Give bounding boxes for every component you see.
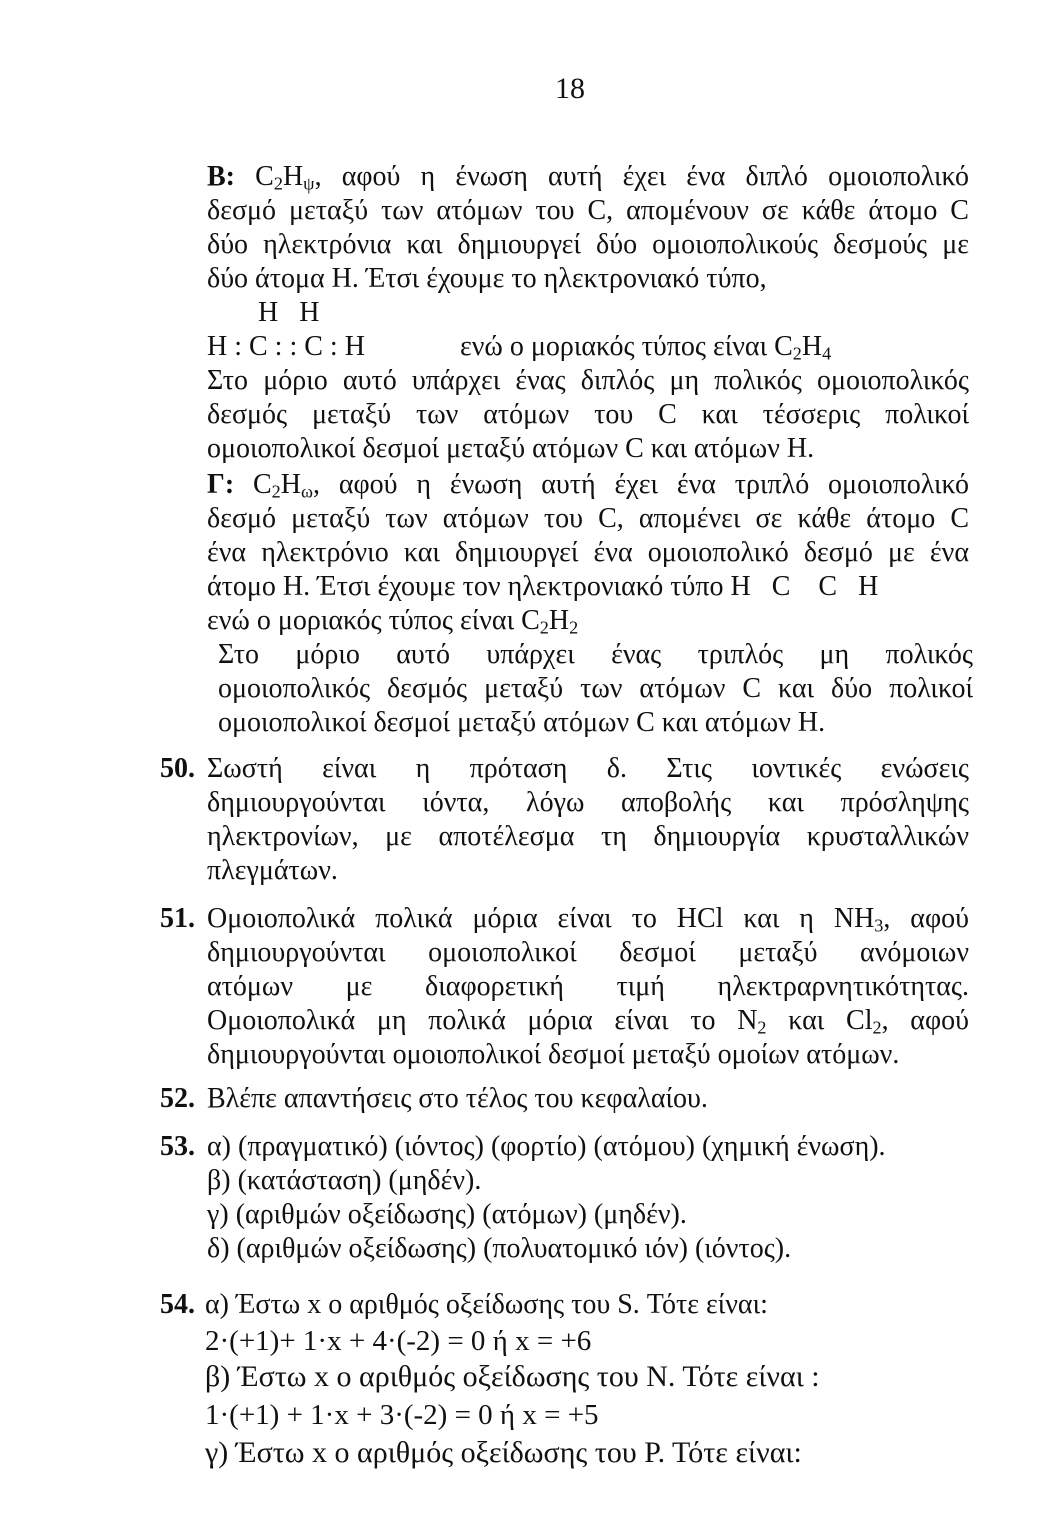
section-g-line-4	[207, 570, 878, 604]
section-b-line-4: δύο άτομα Η. Έτσι έχουμε το ηλεκτρονιακό τύπο,	[207, 263, 767, 294]
q51-line-3: ατόμων με διαφορετική τιμή ηλεκτραρνητικότητας.	[207, 971, 969, 1002]
lewis-structure-top: H H	[258, 297, 320, 328]
subscript: ω	[301, 481, 313, 502]
text: ενώ ο μοριακός τύπος είναι C	[460, 331, 793, 362]
question-number-51: 51.	[160, 903, 195, 934]
formula: H	[282, 161, 304, 192]
subscript: 2	[569, 617, 579, 638]
formula: C	[252, 469, 272, 500]
q54-item-c: γ) Έστω x ο αριθμός οξείδωσης του Ρ. Τότε είναι:	[205, 1436, 802, 1469]
q54-equation-a: 2·(+1)+ 1·x + 4·(-2) = 0 ή x = +6	[205, 1325, 592, 1357]
q51-line-2: δημιουργούνται ομοιοπολικοί δεσμοί μεταξύ ανόμοιων	[207, 937, 969, 968]
section-b-line-2: δεσμό μεταξύ των ατόμων του C, απομένουν σε κάθε άτομο C	[207, 195, 969, 226]
section-b-line-7: δεσμός μεταξύ των ατόμων του C και τέσσερις πολικοί	[207, 399, 969, 430]
section-g-label: Γ:	[207, 469, 235, 500]
q51-line-1	[207, 902, 969, 936]
text: , αφού η ένωση αυτή έχει ένα διπλό ομοιοπολικό	[314, 161, 970, 192]
q54-equation-b: 1·(+1) + 1·x + 3·(-2) = 0 ή x = +5	[205, 1399, 599, 1431]
text: , αφού	[883, 903, 969, 934]
q53-item-a: α) (πραγματικό) (ιόντος) (φορτίο) (ατόμου) (χημική ένωση).	[207, 1131, 886, 1162]
q54-item-b: β) Έστω x ο αριθμός οξείδωσης του Ν. Τότε είναι :	[205, 1360, 820, 1393]
text: , αφού	[881, 1005, 969, 1036]
section-b-line-3: δύο ηλεκτρόνια και δημιουργεί δύο ομοιοπολικούς δεσμούς με	[207, 229, 969, 260]
formula: C	[255, 161, 274, 192]
page-number: 18	[555, 72, 585, 105]
section-b-line-1	[207, 160, 969, 194]
section-g-line-1	[207, 468, 969, 502]
section-g-line-6: Στο μόριο αυτό υπάρχει ένας τριπλός μη πολικός	[218, 639, 973, 670]
text: ενώ ο μοριακός τύπος είναι C	[207, 605, 540, 636]
molecular-formula-line	[460, 330, 831, 364]
q50-line-4: πλεγμάτων.	[207, 855, 338, 886]
text: Ομοιοπολικά πολικά μόρια είναι το HCl και η NH	[207, 903, 875, 934]
section-g-line-3: ένα ηλεκτρόνιο και δημιουργεί ένα ομοιοπολικό δεσμό με ένα	[207, 537, 969, 568]
question-number-52: 52.	[160, 1083, 195, 1114]
text: άτομο Η. Έτσι έχουμε τον ηλεκτρονιακό τύπο	[207, 571, 724, 602]
subscript: 2	[539, 617, 549, 638]
q53-item-d: δ) (αριθμών οξείδωσης) (πολυατομικό ιόν) (ιόντος).	[207, 1233, 792, 1264]
section-g-line-2: δεσμό μεταξύ των ατόμων του C, απομένει σε κάθε άτομο C	[207, 503, 969, 534]
electron-formula: H C C H	[730, 571, 879, 602]
text: και Cl	[766, 1005, 873, 1036]
formula: H	[280, 469, 301, 500]
subscript: 4	[822, 343, 832, 364]
formula: H	[548, 605, 570, 636]
text: Ομοιοπολικά μη πολικά μόρια είναι το N	[207, 1005, 758, 1036]
section-g-line-8: ομοιοπολικοί δεσμοί μεταξύ ατόμων C και ατόμων Η.	[218, 707, 826, 738]
question-number-54: 54.	[160, 1289, 195, 1320]
q53-item-c: γ) (αριθμών οξείδωσης) (ατόμων) (μηδέν).	[207, 1199, 687, 1230]
q50-line-1: Σωστή είναι η πρόταση δ. Στις ιοντικές ενώσεις	[207, 753, 969, 784]
q54-item-a: α) Έστω x ο αριθμός οξείδωσης του S. Τότε είναι:	[205, 1289, 768, 1320]
subscript: 2	[271, 481, 281, 502]
subscript: ψ	[303, 173, 315, 194]
subscript: 2	[792, 343, 802, 364]
section-b-line-6: Στο μόριο αυτό υπάρχει ένας διπλός μη πολικός ομοιοπολικός	[207, 365, 969, 396]
section-g-line-7: ομοιοπολικός δεσμός μεταξύ των ατόμων C και δύο πολικοί	[218, 673, 973, 704]
text: , αφού η ένωση αυτή έχει ένα τριπλό ομοιοπολικό	[312, 469, 970, 500]
q51-line-4	[207, 1004, 969, 1038]
q50-line-2: δημιουργούνται ιόντα, λόγω αποβολής και πρόσληψης	[207, 787, 969, 818]
section-b-line-8: ομοιοπολικοί δεσμοί μεταξύ ατόμων C και ατόμων Η.	[207, 433, 815, 464]
formula: H	[801, 331, 823, 362]
q50-line-3: ηλεκτρονίων, με αποτέλεσμα τη δημιουργία κρυσταλλικών	[207, 821, 969, 852]
q52-line-1: Βλέπε απαντήσεις στο τέλος του κεφαλαίου.	[207, 1083, 708, 1114]
question-number-50: 50.	[160, 753, 195, 784]
section-g-line-5	[207, 604, 578, 638]
subscript: 2	[757, 1017, 767, 1038]
subscript: 2	[872, 1017, 882, 1038]
q53-item-b: β) (κατάσταση) (μηδέν).	[207, 1165, 482, 1196]
q51-line-5: δημιουργούνται ομοιοπολικοί δεσμοί μεταξύ ομοίων ατόμων.	[207, 1039, 900, 1070]
section-b-label: Β:	[207, 161, 235, 192]
subscript: 3	[874, 915, 884, 936]
subscript: 2	[273, 173, 283, 194]
question-number-53: 53.	[160, 1131, 195, 1162]
lewis-structure-main: H : C : : C : H	[207, 331, 365, 362]
